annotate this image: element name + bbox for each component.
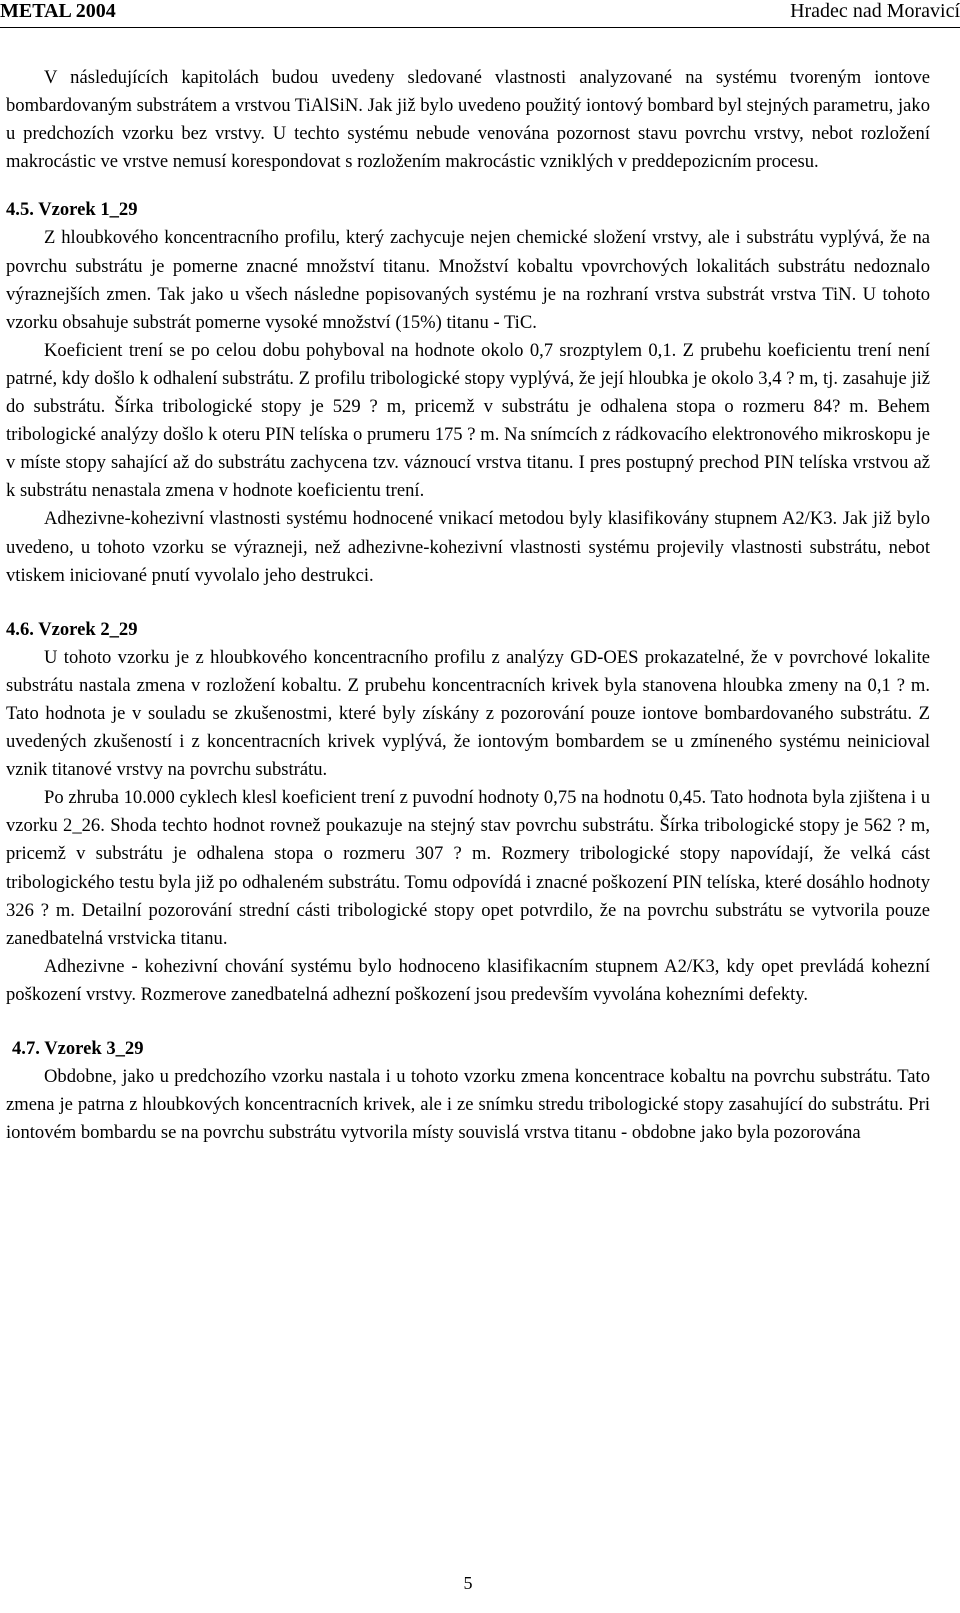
section-heading-4-5: 4.5. Vzorek 1_29	[6, 199, 138, 221]
paragraph: Z hloubkového koncentracního profilu, který zachycuje nejen chemické složení vrstvy, ale i substrátu vyplývá, že na povrchu substrátu je pomerne znacné množství titanu. Množství kobaltu vpovrchových lokalitách substrátu nedoznalo výraznejších zmen. Tak jako u všech následne popisovaných systému je na rozhraní vrstva substrát vrstva TiN. U tohoto vzorku obsahuje substrát pomerne vysoké množství (15%) titanu - TiC.	[6, 227, 930, 333]
document-body	[6, 64, 930, 1147]
paragraph: U tohoto vzorku je z hloubkového koncentracního profilu z analýzy GD-OES prokazatelné, že v povrchové lokalite substrátu nastala zmena v rozložení kobaltu. Z prubehu koncentracních krivek byla stanovena hloubka zmeny na 0,1 ? m. Tato hodnota je v souladu se zkušenostmi, které byly získány z pozorování pouze iontove bombardovaného substrátu. Z uvedených zkušeností i z koncentracních krivek vyplývá, že iontovým bombardem se u zmíneného systému neinicioval vznik titanové vrstvy na povrchu substrátu.	[6, 646, 930, 781]
section-heading-4-7: 4.7. Vzorek 3_29	[12, 1038, 144, 1059]
intro-paragraph: V následujících kapitolách budou uvedeny sledované vlastnosti analyzované na systému tvoreným iontove bombardovaným substrátem a vrstvou TiAlSiN. Jak již bylo uvedeno použitý iontový bombard byl stejných parametru, jako u predchozích vzorku bez vrstvy. U techto systému nebude venována pozornost stavu povrchu vrstvy, nebot rozložení makrocástic ve vrstve nemusí korespondovat s rozložením makrocástic vzniklých v preddepozicním procesu.	[6, 67, 930, 173]
conference-location: Hradec nad Moravicí	[790, 0, 960, 22]
conference-title: METAL 2004	[0, 0, 116, 22]
page-number: 5	[463, 1573, 473, 1593]
page-header	[0, 0, 960, 26]
paragraph: Po zhruba 10.000 cyklech klesl koeficient trení z puvodní hodnoty 0,75 na hodnotu 0,45. Tato hodnota byla zjištena i u vzorku 2_26. Shoda techto hodnot rovnež poukazuje na stejný stav povrchu substrátu. Šírka tribologické stopy je 562 ? m, pricemž v substrátu je odhalena stopa o rozmeru 307 ? m. Rozmery tribologické stopy napovídají, že velká cást tribologického testu byla již po odhaleném substrátu. Tomu odpovídá i znacné poškození PIN telíska, které dosáhlo hodnoty 326 ? m. Detailní pozorování strední cásti tribologické stopy opet potvrdilo, že na povrchu substrátu se vytvorila pouze zanedbatelná vrstvicka titanu.	[6, 787, 930, 949]
paragraph: Koeficient trení se po celou dobu pohyboval na hodnote okolo 0,7 srozptylem 0,1. Z prubehu koeficientu trení není patrné, kdy došlo k odhalení substrátu. Z profilu tribologické stopy vyplývá, že její hloubka je okolo 3,4 ? m, tj. zasahuje již do substrátu. Šírka tribologické stopy je 529 ? m, pricemž v substrátu je odhalena stopa o rozmeru 84? m. Behem tribologické analýzy došlo k oteru PIN telíska o prumeru 175 ? m. Na snímcích z rádkovacího elektronového mikroskopu je v míste stopy sahající až do substrátu zachycena tzv. váznoucí vrstva titanu. I pres postupný prechod PIN telíska vrstvou až k substrátu nenastala zmena v hodnote koeficientu trení.	[6, 339, 930, 502]
paragraph: Adhezivne - kohezivní chování systému bylo hodnoceno klasifikacním stupnem A2/K3, kdy opet prevládá kohezní poškození vrstvy. Rozmerove zanedbatelná adhezní poškození jsou predevším vyvolána kohezními defekty.	[6, 955, 930, 1005]
section-heading-4-6: 4.6. Vzorek 2_29	[6, 618, 138, 640]
header-rule	[0, 27, 960, 28]
paragraph: Obdobne, jako u predchozího vzorku nastala i u tohoto vzorku zmena koncentrace kobaltu na povrchu substrátu. Tato zmena je patrna z hloubkových koncentracních krivek, ale i ze snímku stredu tribologické stopy zasahující do substrátu. Pri iontovém bombardu se na povrchu substrátu vytvorila místy souvislá vrstva titanu - obdobne jako byla pozorována	[6, 1066, 930, 1144]
paragraph: Adhezivne-kohezivní vlastnosti systému hodnocené vnikací metodou byly klasifikovány stupnem A2/K3. Jak již bylo uvedeno, u tohoto vzorku se výrazneji, než adhezivne-kohezivní vlastnosti systému projevily vlastnosti substrátu, nebot vtiskem iniciované pnutí vyvolalo jeho destrukci.	[6, 508, 930, 586]
